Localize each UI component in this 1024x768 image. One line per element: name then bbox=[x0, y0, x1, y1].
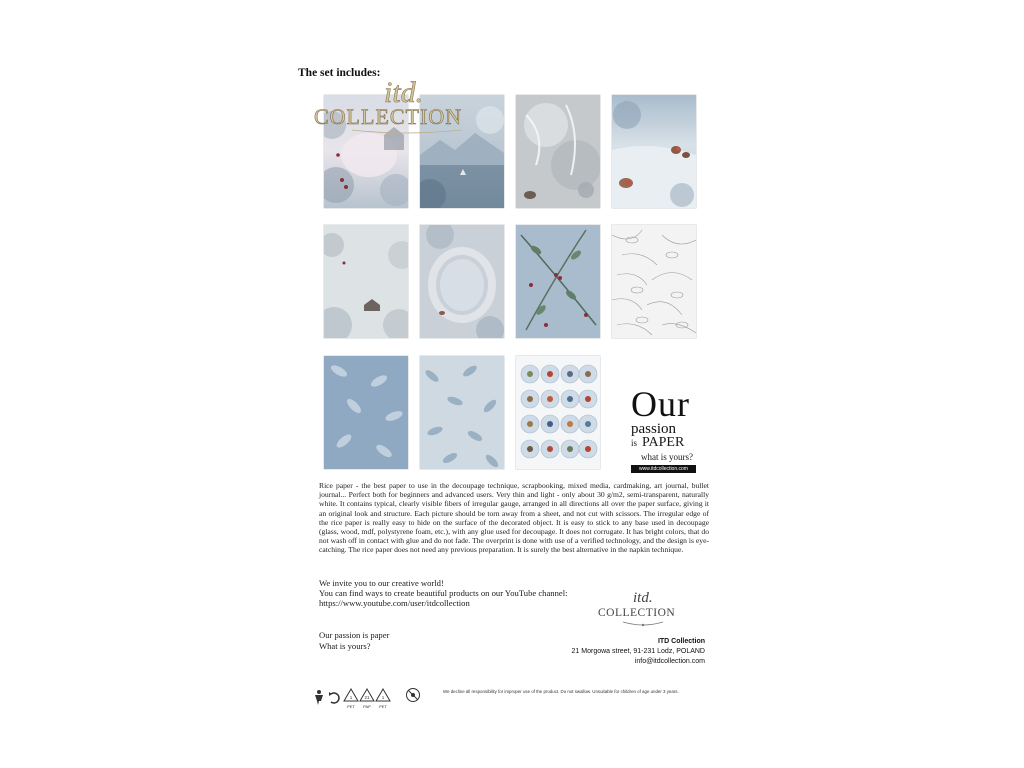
svg-text:21: 21 bbox=[364, 695, 370, 700]
product-description: Rice paper - the best paper to use in the decoupage technique, scrapbooking, mixed media, cardmaking, art journal, bullet journal... Perfect both for beginners and advanced users. Very thin and light - only about 30 g/m2, semi-transparent, naturally white. It contains typical, clearly visible fibers of irregular gauge, arranged in all directions all over the paper surface, giving it an original look and structure. Each picture should be torn away from a sheet, and not cut with scissors. The irregular edge of the rice paper is really easy to hide on the surface of the decorated object. It is easy to stick to any base used in decoupage (glass, wood, mdf, polystyrene foam, etc.), with any glue used for decoupage. It does not corrugate. It has bright colors, that do not wash off in contact with glue and do not fade. The overprint is done with use of a verified technology, and the design is eye-catching. The rice paper does not need any previous preparation. It is surely the best alternative in the napkin technique. bbox=[319, 481, 709, 555]
youtube-link[interactable]: https://www.youtube.com/user/itdcollection bbox=[319, 598, 470, 608]
company-street: 21 Morgowa street, 91-231 Lodz, POLAND bbox=[571, 648, 705, 655]
passion-slogan bbox=[627, 386, 707, 476]
no-small-children-icon bbox=[407, 689, 420, 702]
logo-collection-text: COLLECTION bbox=[314, 104, 463, 129]
slogan-website: www.itdcollection.com bbox=[631, 465, 696, 473]
tile-leaf-line-art-pattern bbox=[612, 225, 696, 338]
recycle-pet-icon bbox=[344, 689, 358, 709]
slogan-what-is-yours: what is yours? bbox=[641, 452, 693, 462]
tagline-line-1: Our passion is paper bbox=[319, 630, 390, 640]
company-address bbox=[570, 637, 705, 667]
invite-line-2: You can find ways to create beautiful products on our YouTube channel: bbox=[319, 588, 568, 598]
recycle-pet-icon-2 bbox=[376, 689, 390, 709]
tile-robins-in-snow bbox=[612, 95, 696, 208]
invite-line-1: We invite you to our creative world! bbox=[319, 578, 444, 588]
slogan-paper: PAPER bbox=[642, 435, 685, 450]
company-name: ITD Collection bbox=[657, 638, 705, 645]
recycling-symbols bbox=[313, 685, 433, 711]
tile-frosty-leaves-hare bbox=[516, 95, 600, 208]
company-email[interactable]: info@itdcollection.com bbox=[634, 658, 705, 665]
tile-frosted-leaves-pattern bbox=[420, 356, 504, 469]
itd-collection-logo bbox=[312, 74, 496, 136]
recycle-pap-icon bbox=[360, 689, 374, 709]
safety-disclaimer: We decline all responsibility for improper use of the product. Do not swallow. Unsuitable for children of age under 3 years. bbox=[443, 689, 679, 694]
logo-small-itd-text: itd. bbox=[633, 590, 653, 606]
tagline-line-2: What is yours? bbox=[319, 641, 371, 651]
tile-birds-medallions bbox=[516, 356, 600, 469]
svg-text:1: 1 bbox=[349, 695, 353, 700]
itd-collection-logo-small bbox=[595, 586, 691, 632]
invite-block bbox=[319, 578, 619, 608]
recycle-label-pet: PET bbox=[347, 704, 355, 709]
tile-winter-wreath-scene bbox=[420, 225, 504, 338]
logo-itd-text: itd. bbox=[384, 76, 424, 109]
logo-small-collection-text: COLLECTION bbox=[598, 607, 676, 619]
tagline bbox=[319, 630, 389, 652]
tile-blue-leaves-pattern bbox=[324, 356, 408, 469]
recycle-label-pap: PAP bbox=[363, 704, 371, 709]
set-heading: The set includes: bbox=[298, 67, 381, 79]
slogan-passion: passion bbox=[631, 421, 676, 437]
slogan-is: is bbox=[631, 438, 638, 448]
tile-snowy-cottage-frame bbox=[324, 225, 408, 338]
svg-text:1: 1 bbox=[381, 695, 385, 700]
recycle-label-pet-2: PET bbox=[379, 704, 387, 709]
mobius-loop-icon bbox=[329, 692, 339, 703]
tidyman-icon bbox=[315, 690, 323, 705]
slogan-our: Our bbox=[631, 384, 690, 424]
tile-holly-berries-pattern bbox=[516, 225, 600, 338]
